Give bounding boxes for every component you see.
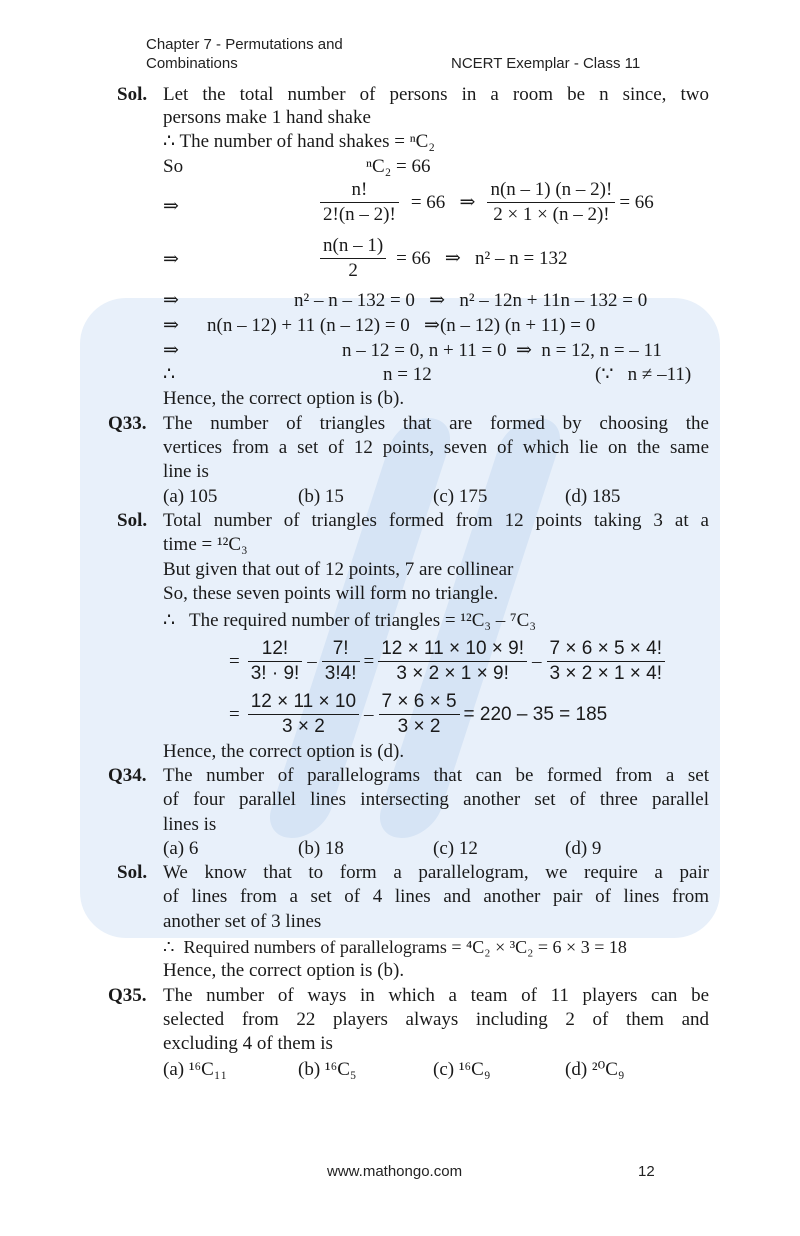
fraction-numerator: n(n – 1) (n – 2)!: [487, 178, 615, 203]
sol33-line2: time = ¹²C₃: [163, 534, 248, 555]
fraction-denominator: 3 × 2: [281, 716, 325, 737]
q35-line2: selected from 22 players always including 2 of them and: [163, 1009, 709, 1030]
sol32-row6: n = 12: [383, 364, 432, 385]
fraction-numerator: 7 × 6 × 5 × 4!: [547, 637, 666, 662]
sol32-so-word: So: [163, 156, 184, 177]
sol34-line3: another set of 3 lines: [163, 911, 322, 932]
q35-line1: The number of ways in which a team of 11 players can be: [163, 985, 709, 1006]
equation-text: = 66 ⇒ n² – n = 132: [396, 248, 568, 269]
equals-sign: =: [229, 703, 240, 725]
footer-website-link[interactable]: www.mathongo.com: [327, 1163, 463, 1180]
q35-line3: excluding 4 of them is: [163, 1033, 333, 1054]
fraction-denominator: 2 × 1 × (n – 2)!: [493, 204, 610, 225]
sol34-label: Sol.: [117, 862, 148, 883]
fraction: [379, 690, 460, 739]
q35-option-c: (c) ¹⁶C₉: [433, 1059, 491, 1080]
equals-sign: =: [229, 650, 240, 672]
footer-page-number: 12: [638, 1163, 655, 1180]
result-text: = 220 – 35 = 185: [463, 703, 608, 725]
equation-text: = 66 ⇒: [410, 192, 476, 213]
sol32-row4: n(n – 12) + 11 (n – 12) = 0 ⇒(n – 12) (n + 11) = 0: [207, 315, 596, 336]
sol33-fraction-row1: [229, 637, 665, 686]
sol33-line5: ∴ The required number of triangles = ¹²C₃ – ⁷C₃: [163, 610, 536, 631]
fraction-denominator: 3!4!: [324, 663, 357, 684]
q34-line1: The number of parallelograms that can be formed from a set: [163, 765, 709, 786]
fraction-numerator: 12 × 11 × 10: [248, 690, 359, 715]
sol33-conclusion: Hence, the correct option is (d).: [163, 741, 405, 762]
q33-option-b: (b) 15: [298, 486, 344, 507]
sol32-fraction-row2: [320, 234, 567, 283]
therefore-symbol: ∴: [163, 364, 176, 385]
fraction: [320, 178, 399, 227]
q33-line3: line is: [163, 461, 209, 482]
fraction-numerator: n!: [320, 178, 399, 203]
q34-label: Q34.: [108, 765, 147, 786]
fraction-numerator: 7!: [322, 637, 360, 662]
implies-symbol: ⇒: [163, 290, 179, 311]
sol32-so-expr: ⁿC₂ = 66: [366, 156, 431, 177]
sol34-line1: We know that to form a parallelogram, we require a pair: [163, 862, 709, 883]
header-book-title: NCERT Exemplar - Class 11: [451, 55, 641, 72]
fraction-denominator: 3 × 2: [397, 716, 441, 737]
q34-option-d: (d) 9: [565, 838, 602, 859]
minus-sign: –: [307, 650, 317, 672]
sol34-line4: ∴ Required numbers of parallelograms = ⁴C₂ × ³C₂ = 6 × 3 = 18: [163, 937, 627, 957]
q34-option-b: (b) 18: [298, 838, 344, 859]
sol34-line2: of lines from a set of 4 lines and another pair of lines from: [163, 886, 709, 907]
implies-symbol: ⇒: [163, 249, 179, 270]
sol32-label: Sol.: [117, 84, 148, 105]
sol32-line1: Let the total number of persons in a room be n since, two: [163, 84, 709, 105]
q33-line2: vertices from a set of 12 points, seven of which lie on the same: [163, 437, 709, 458]
sol32-fraction-row1: [320, 178, 654, 227]
sol32-row6-because: (∵ n ≠ –11): [595, 364, 692, 385]
fraction-numerator: 12!: [248, 637, 303, 662]
fraction-numerator: 12 × 11 × 10 × 9!: [378, 637, 527, 662]
equation-text: = 66: [619, 191, 654, 213]
q35-option-b: (b) ¹⁶C₅: [298, 1059, 357, 1080]
fraction-denominator: 3 × 2 × 1 × 4!: [549, 663, 663, 684]
q33-label: Q33.: [108, 413, 147, 434]
fraction: [320, 234, 386, 283]
fraction-denominator: 2: [348, 260, 358, 281]
q35-option-d: (d) ²⁰C₉: [565, 1059, 625, 1080]
minus-sign: –: [532, 650, 542, 672]
q33-option-d: (d) 185: [565, 486, 621, 507]
q33-option-c: (c) 175: [433, 486, 488, 507]
fraction: [487, 178, 615, 227]
sol32-row3: n² – n – 132 = 0 ⇒ n² – 12n + 11n – 132 = 0: [294, 290, 648, 311]
fraction-denominator: 3 × 2 × 1 × 9!: [396, 663, 509, 684]
sol32-conclusion: Hence, the correct option is (b).: [163, 388, 405, 409]
sol32-line3: ∴ The number of hand shakes = ⁿC₂: [163, 131, 435, 152]
sol33-line1: Total number of triangles formed from 12 points taking 3 at a: [163, 510, 709, 531]
q34-option-c: (c) 12: [433, 838, 478, 859]
fraction: [547, 637, 666, 686]
sol34-conclusion: Hence, the correct option is (b).: [163, 960, 405, 981]
implies-symbol: ⇒: [163, 315, 179, 336]
q35-label: Q35.: [108, 985, 147, 1006]
fraction: [322, 637, 360, 686]
q34-line3: lines is: [163, 814, 217, 835]
fraction-denominator: 3! · 9!: [250, 663, 300, 684]
fraction-numerator: n(n – 1): [320, 234, 386, 259]
q33-option-a: (a) 105: [163, 486, 218, 507]
implies-symbol: ⇒: [163, 340, 179, 361]
implies-symbol: ⇒: [163, 196, 179, 217]
sol33-fraction-row2: [229, 690, 607, 739]
sol33-label: Sol.: [117, 510, 148, 531]
minus-sign: –: [364, 703, 374, 725]
fraction-denominator: 2!(n – 2)!: [323, 204, 396, 225]
q35-option-a: (a) ¹⁶C₁₁: [163, 1059, 228, 1080]
q33-line1: The number of triangles that are formed by choosing the: [163, 413, 709, 434]
q34-line2: of four parallel lines intersecting another set of three parallel: [163, 789, 709, 810]
sol32-line2: persons make 1 hand shake: [163, 107, 371, 128]
header-chapter-line1: Chapter 7 - Permutations and: [146, 36, 343, 53]
fraction-numerator: 7 × 6 × 5: [379, 690, 460, 715]
sol32-row5: n – 12 = 0, n + 11 = 0 ⇒ n = 12, n = – 11: [342, 340, 662, 361]
header-chapter-line2: Combinations: [146, 55, 238, 72]
sol33-line3: But given that out of 12 points, 7 are collinear: [163, 559, 514, 580]
sol33-line4: So, these seven points will form no triangle.: [163, 583, 499, 604]
equals-sign: =: [363, 650, 375, 672]
q34-option-a: (a) 6: [163, 838, 199, 859]
fraction: [248, 690, 359, 739]
fraction: [248, 637, 303, 686]
fraction: [378, 637, 527, 686]
